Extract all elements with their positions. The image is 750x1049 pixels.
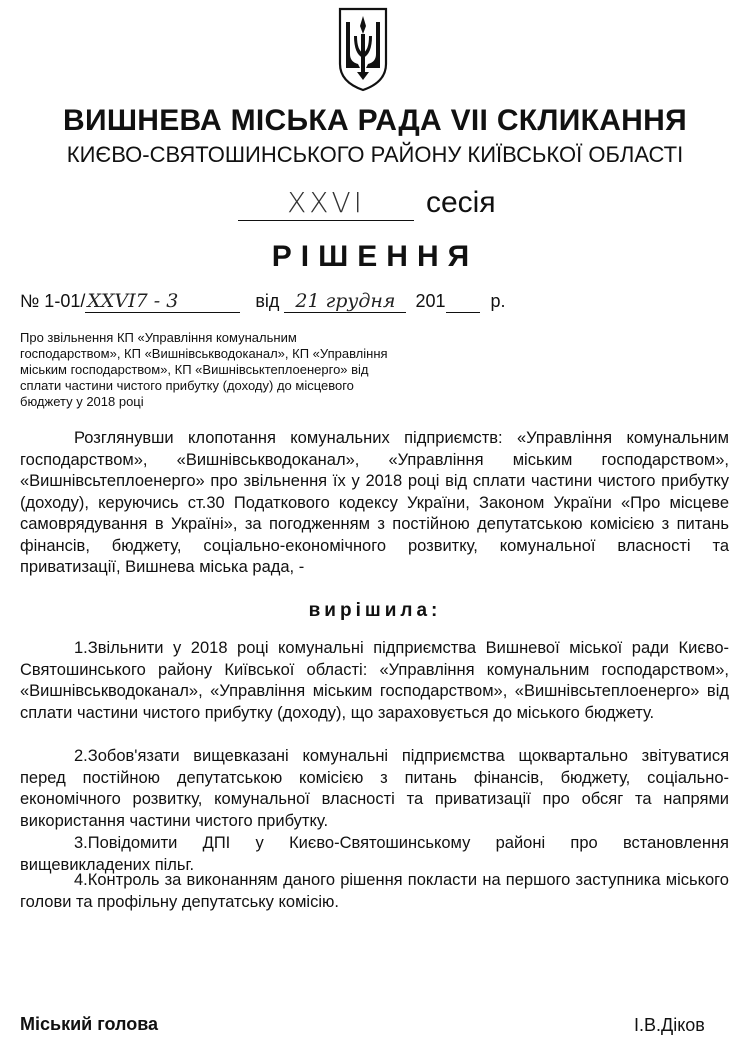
year-suffix: р. bbox=[490, 291, 506, 311]
decision-title: РІШЕННЯ bbox=[271, 240, 479, 273]
signature-name: І.В.Діков bbox=[634, 1015, 705, 1035]
decision-item-2: 2.Зобов'язати вищевказані комунальні підприємства щоквартально звітуватися перед постійною депутатською комісією з питань фінансів, бюджету, соціально-економічного розвитку, комунальної власності та приватизації про обсяг та напрями використання частини чистого прибутку. bbox=[20, 747, 729, 830]
decision-number-line bbox=[20, 290, 560, 316]
decision-subject: Про звільнення КП «Управління комунальним господарством», КП «Вишнівськводоканал», КП «Управління міським господарством», КП «Вишнівськтеплоенерго» від сплати частини чистого прибутку (доходу) до місцевого бюджету у 2018 році bbox=[20, 330, 388, 409]
decision-item-3: 3.Повідомити ДПІ у Києво-Святошинському районі про встановлення вищевикладених пільг. bbox=[20, 834, 729, 874]
session-number: XXVI bbox=[238, 186, 414, 221]
trident-coat-of-arms-icon bbox=[337, 6, 389, 92]
preamble-paragraph: Розглянувши клопотання комунальних підприємств: «Управління комунальним господарством», «Вишнівськводоканал», «Управління міським господарством», «Вишнівсьтеплоенерго» про звільнення їх у 2018 році від сплати частини чистого прибутку (доходу), керуючись ст.30 Податкового кодексу України, Законом України «Про місцеве самоврядування в Україні», за погодженням з постійною депутатською комісією з питань фінансів, бюджету, соціально-економічного розвитку, комунальної власності та приватизації, Вишнева міська рада, - bbox=[20, 429, 729, 576]
district-title: КИЄВО-СВЯТОШИНСЬКОГО РАЙОНУ КИЇВСЬКОЇ ОБЛАСТІ bbox=[66, 142, 684, 167]
date-handwritten: 21 грудня bbox=[295, 290, 396, 312]
signature-title: Міський голова bbox=[20, 1014, 159, 1034]
year-blank bbox=[446, 291, 480, 313]
date-prefix: від bbox=[255, 291, 280, 311]
decision-item-4: 4.Контроль за виконанням даного рішення покласти на першого заступника міського голови та профільну депутатську комісію. bbox=[20, 871, 729, 911]
council-title: ВИШНЕВА МІСЬКА РАДА VII СКЛИКАННЯ bbox=[63, 104, 687, 137]
decision-item-1: 1.Звільнити у 2018 році комунальні підприємства Вишневої міської ради Києво-Святошинського району Київської області: «Управління комунальним господарством», «Вишнівськводоканал», «Управління міським господарством», «Вишнівсьтеплоенерго» від сплати частини чистого прибутку (доходу), що зараховується до міського бюджету. bbox=[20, 639, 729, 722]
resolved-heading: вирішила: bbox=[308, 600, 442, 621]
number-prefix: № 1-01/ bbox=[20, 291, 86, 311]
year-prefix: 201 bbox=[415, 291, 446, 311]
session-line bbox=[238, 186, 538, 226]
session-label: сесія bbox=[426, 186, 496, 219]
decision-number-handwritten: XXVI7 - 3 bbox=[87, 290, 179, 312]
